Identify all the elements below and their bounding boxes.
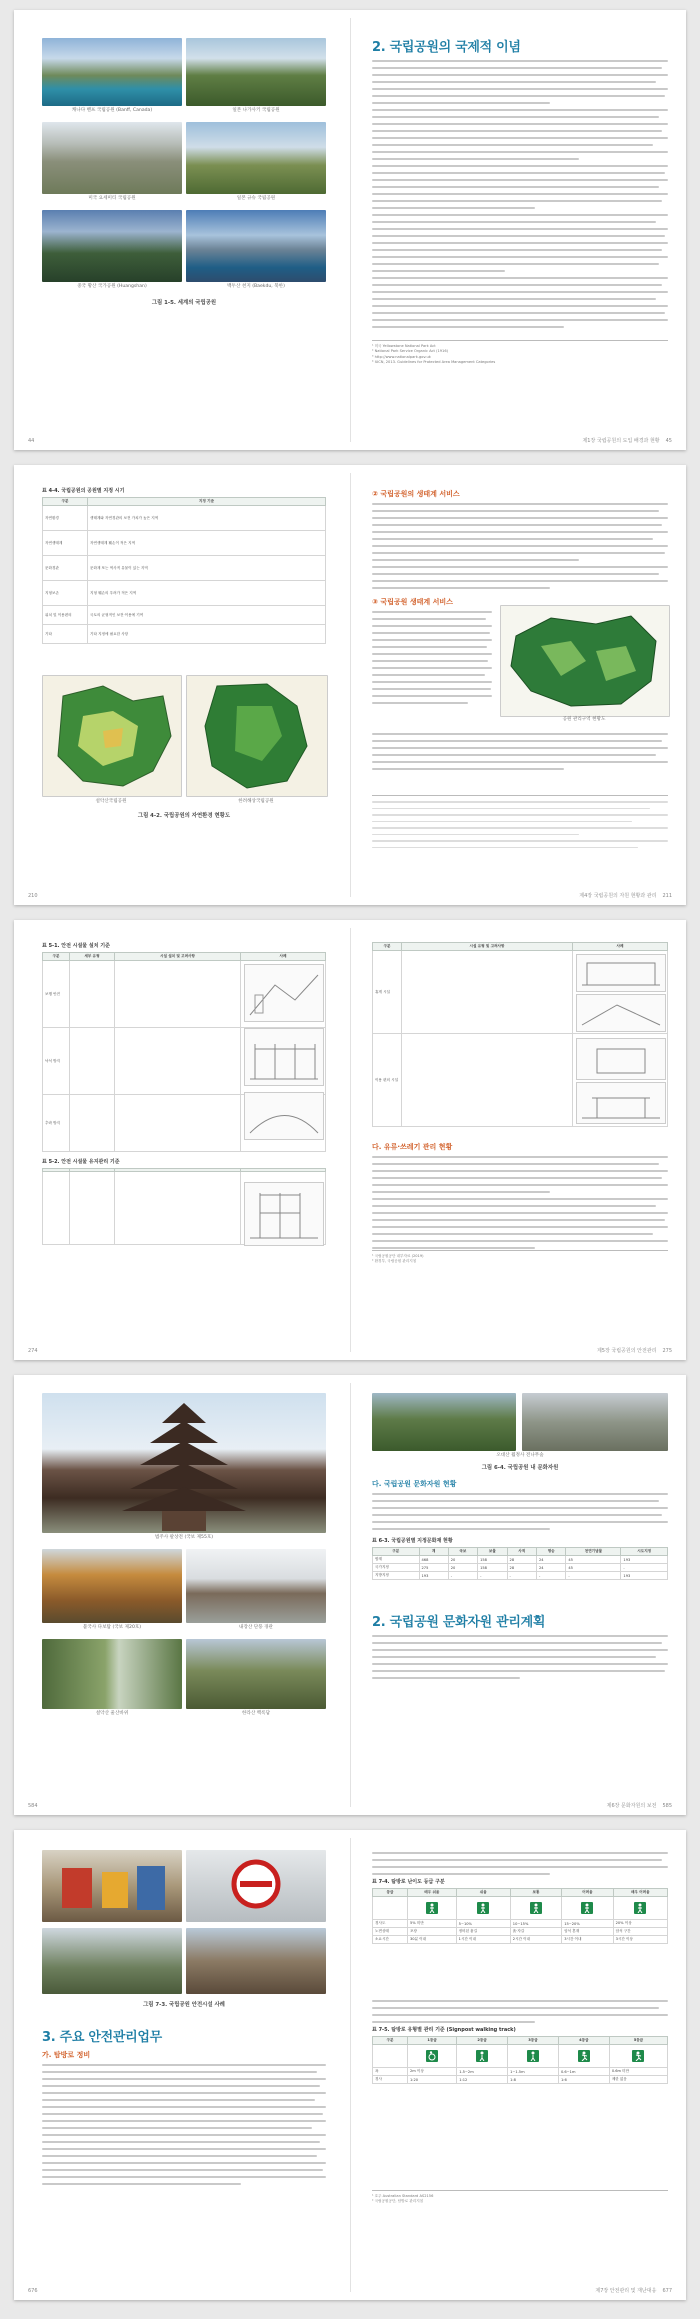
table-header: 사례 (241, 953, 326, 961)
photo-winter-temple (186, 1549, 326, 1623)
table-row (373, 1920, 668, 1928)
page-spread-2 (14, 465, 686, 905)
page-number: 585 (662, 1803, 672, 1809)
park-map-inset (500, 605, 670, 717)
photo-caption: 오대산 월정사 전나무숲 (496, 1453, 544, 1458)
table-cell: 폭 (373, 2068, 408, 2076)
map-shape (501, 606, 669, 716)
table-cell: 0.6~1m (558, 2068, 609, 2076)
table-cell: - (507, 1572, 536, 1580)
table-cell: 노면상태 (373, 1928, 408, 1936)
table-cell: 경사 (373, 2076, 408, 2084)
table-title: 표 4-4. 국립공원의 공원별 지정 시기 (42, 488, 125, 494)
photo-mist-peaks (42, 210, 182, 282)
table-cell: 지형 훼손의 우려가 적은 지역 (88, 581, 326, 606)
map-caption: 설악산국립공원 (95, 799, 127, 804)
page-number: 275 (662, 1348, 672, 1354)
table-cell: 보행 안전 (43, 961, 70, 1028)
table-cell: 1:6 (558, 2076, 609, 2084)
page-number-right (582, 437, 672, 444)
table-cell: 5% 미만 (408, 1920, 457, 1928)
figure-caption: 그림 6-4. 국립공원 내 문화자원 (481, 1465, 559, 1471)
illustration (576, 1038, 666, 1080)
table-cell: 자연환경 (43, 506, 88, 531)
page-number-right (597, 1347, 672, 1354)
body-text (372, 1493, 668, 1535)
body-text (372, 1156, 668, 1254)
figure-caption: 그림 1-5. 세계의 국립공원 (151, 300, 217, 306)
wheelchair-icon (426, 2050, 438, 2062)
footnotes (372, 801, 668, 853)
section-title: 2. 국립공원의 국제적 이념 (372, 40, 521, 55)
page-spread-3 (14, 920, 686, 1360)
photo-caption: 설악산 울산바위 (95, 1711, 129, 1716)
table-cell (456, 1897, 510, 1920)
body-text (372, 2000, 668, 2028)
figure-caption: 그림 4-2. 국립공원의 자연환경 현황도 (137, 813, 231, 819)
table-cell: 추락 방지 (43, 1095, 70, 1152)
photo-cliff-waterfall (42, 1639, 182, 1709)
table-cell: 1시간 이내 (456, 1936, 510, 1944)
page-number-left: 274 (28, 1348, 38, 1354)
footnote: ² 환경부, 국립공원 관리지침 (372, 1259, 417, 1264)
footnote-rule (372, 340, 668, 341)
gutter (350, 18, 351, 442)
illustration (576, 994, 666, 1032)
table-row (43, 625, 326, 644)
table-cell (609, 2045, 667, 2068)
page-spread-5 (14, 1830, 686, 2300)
gutter (350, 1838, 351, 2292)
page-number-left: 584 (28, 1803, 38, 1809)
page-number: 677 (662, 2288, 672, 2294)
photo-forest-trail (372, 1393, 516, 1451)
photo-caption: 캐나다 밴프 국립공원 (Banff, Canada) (71, 108, 153, 113)
body-text (42, 2064, 326, 2190)
photo-caption: 내장산 단풍 경관 (239, 1625, 273, 1630)
photo-crater-lake (186, 210, 326, 282)
body-text (372, 60, 668, 333)
table-header: 국보 (448, 1548, 477, 1556)
table-cell: - (478, 1572, 507, 1580)
table-cell: 이용 편의 시설 (373, 1034, 402, 1127)
climber-icon (578, 2050, 590, 2062)
table-row (373, 1556, 668, 1564)
body-text (372, 611, 492, 709)
illustration (576, 1082, 666, 1124)
table-header: 천연기념물 (566, 1548, 621, 1556)
table-cell: 2시간 이내 (510, 1936, 561, 1944)
subhead: ② 국립공원의 생태계 서비스 (372, 490, 460, 498)
table-title: 표 5-2. 안전 시설물 유지관리 기준 (42, 1159, 120, 1165)
running-head: 제4장 국립공원의 자원 현황과 관리 (579, 893, 657, 899)
table-header: 시설 유형 및 고려사항 (402, 943, 573, 951)
map-shape (43, 676, 181, 796)
table-cell: 1.5~2m (457, 2068, 508, 2076)
table-cell: 자연생태계 훼손이 적은 지역 (88, 531, 326, 556)
table-cell (408, 2045, 457, 2068)
footnote-rule (372, 795, 668, 796)
table-header: 3등급 (508, 2037, 559, 2045)
table-cell (562, 1897, 613, 1920)
table-cell: 경사도 (373, 1920, 408, 1928)
table-header: 등급 (373, 1889, 408, 1897)
table-cell: 포장 (408, 1928, 457, 1936)
map-shape (187, 676, 327, 796)
table-header: 2등급 (457, 2037, 508, 2045)
running-head: 제1장 국립공원의 도입 배경과 현황 (582, 438, 660, 444)
running-head: 제7장 안전관리 및 재난대응 (595, 2288, 657, 2294)
table-header: 지정 기준 (88, 498, 326, 506)
difficulty-table (372, 1888, 668, 1944)
table-cell: 468 (419, 1556, 448, 1564)
table-header: 사적 (507, 1548, 536, 1556)
page-number-left: 676 (28, 2288, 38, 2294)
table-cell: 암석 혼재 (562, 1928, 613, 1936)
table-cell: 158 (478, 1564, 507, 1572)
body-text (372, 503, 668, 594)
hiker-icon (527, 2050, 539, 2062)
table-cell: 생태계와 자연경관의 보전 가치가 높은 지역 (88, 506, 326, 531)
table-cell: 지형보존 (43, 581, 88, 606)
table-header: 4등급 (558, 2037, 609, 2045)
table-cell: 28 (507, 1556, 536, 1564)
photo-shrine-hill (186, 1639, 326, 1709)
table-cell: 45 (566, 1564, 621, 1572)
photo-forest-coast (186, 38, 326, 106)
table-header: 쉬움 (456, 1889, 510, 1897)
photo-tree-coast (186, 122, 326, 194)
photo-caption: 법주사 팔상전 (국보 제55호) (154, 1535, 214, 1540)
footnote-rule (372, 2190, 668, 2191)
table-cell (558, 2045, 609, 2068)
footnote: ² National Park Service Organic Act (1916) (372, 349, 449, 354)
table-header: 구분 (373, 2037, 408, 2045)
table-row-icons (373, 2045, 668, 2068)
table-row (373, 1928, 668, 1936)
table-cell: 기타 (43, 625, 88, 644)
table-cell: 24 (536, 1564, 565, 1572)
table-row (373, 2068, 668, 2076)
table-row (43, 606, 326, 625)
page-number-right (595, 2287, 672, 2294)
footnotes (372, 344, 668, 366)
hiker-icon (530, 1902, 542, 1914)
table-cell: 1~1.5m (508, 2068, 559, 2076)
heritage-table (372, 1547, 668, 1580)
table-cell: 낙석 방지 (43, 1028, 70, 1095)
table-header: 구분 (43, 498, 88, 506)
table-cell: 3시간 이상 (613, 1936, 667, 1944)
photo-caption: 중국 황산 국가공원 (Huangshan) (77, 284, 147, 289)
table-cell (408, 1897, 457, 1920)
illustration (244, 1092, 324, 1140)
table-cell (373, 1897, 408, 1920)
page-spread-4 (14, 1375, 686, 1815)
map-left (42, 675, 182, 797)
table-row (373, 1572, 668, 1580)
page-number-left: 44 (28, 438, 35, 444)
photo-caption: 일본 규슈 국립공원 (236, 196, 276, 201)
gutter (350, 1383, 351, 1807)
table-cell: 20 (448, 1564, 477, 1572)
gear-illustration (42, 1850, 182, 1922)
table-cell: 흙·자갈 (510, 1928, 561, 1936)
page-number-left: 210 (28, 893, 38, 899)
photo-rocky-valley (42, 122, 182, 194)
pagoda-illustration (42, 1393, 326, 1533)
running-head: 제5장 국립공원의 안전관리 (596, 1348, 657, 1354)
table-header: 매우 어려움 (613, 1889, 667, 1897)
table-cell: 1:12 (457, 2076, 508, 2084)
page-number-right (607, 1802, 672, 1809)
table-header: 1등급 (408, 2037, 457, 2045)
table-row (43, 506, 326, 531)
table-row-icons (373, 1897, 668, 1920)
table-cell (508, 2045, 559, 2068)
table-cell: 국가지정 (373, 1564, 420, 1572)
photo-rescue-gear (42, 1850, 182, 1922)
body-text (372, 733, 668, 775)
table-cell: 193 (419, 1572, 448, 1580)
map-caption: 한려해상국립공원 (238, 799, 274, 804)
table-cell: 10~15% (510, 1920, 561, 1928)
table-cell: 정비된 흙길 (456, 1928, 510, 1936)
table-header: 계 (419, 1548, 448, 1556)
table-header: 명승 (536, 1548, 565, 1556)
table-title: 표 7-4. 탐방로 난이도 등급 구분 (372, 1879, 445, 1885)
table-row (43, 581, 326, 606)
table-cell: 15~20% (562, 1920, 613, 1928)
table-cell: 28 (507, 1564, 536, 1572)
table-cell: - (448, 1572, 477, 1580)
table-cell: - (566, 1572, 621, 1580)
illustration (244, 964, 324, 1022)
table-cell: 5~10% (456, 1920, 510, 1928)
illustration (244, 1028, 324, 1086)
table-cell: 1:20 (408, 2076, 457, 2084)
table-header: 시설 설치 및 고려사항 (115, 953, 241, 961)
table-header: 보물 (478, 1548, 507, 1556)
photo-caption: 한라산 백록담 (241, 1711, 271, 1716)
photo-caption: 미국 요세미티 국립공원 (88, 196, 136, 201)
table-header: 세부 유형 (70, 953, 115, 961)
photo-caption: 불국사 다보탑 (국보 제20호) (82, 1625, 142, 1630)
table-header: 5등급 (609, 2037, 667, 2045)
table-cell (457, 2045, 508, 2068)
gutter (350, 473, 351, 897)
table-header: 매우 쉬움 (408, 1889, 457, 1897)
page-number-right (579, 892, 672, 899)
body-text (372, 1852, 668, 1880)
body-text (372, 1635, 668, 1684)
footnote-rule (372, 1250, 668, 1251)
photo-pagoda (42, 1393, 326, 1533)
footnote: ¹ 호주 Australian Standard AS2156 (372, 2194, 434, 2198)
table-cell: 기타 지정에 필요한 사항 (88, 625, 326, 644)
footnote: ⁴ IUCN, 2013. Guidelines for Protected Area Management Categories (372, 360, 496, 365)
subhead: 다. 유류·쓰레기 관리 현황 (372, 1143, 453, 1151)
table-header: 구분 (43, 953, 70, 961)
table-cell: 0.6m 미만 (609, 2068, 667, 2076)
criteria-table (42, 497, 326, 644)
photo-warning-sign (186, 1850, 326, 1922)
table-cell: 24 (536, 1556, 565, 1564)
hiker-icon (426, 1902, 438, 1914)
table-cell: 20% 이상 (613, 1920, 667, 1928)
table-title: 표 6-3. 국립공원별 지정문화재 현황 (372, 1538, 453, 1544)
page-number: 45 (665, 438, 672, 444)
table-cell: 193 (621, 1572, 668, 1580)
figure-caption: 그림 7-3. 국립공원 안전시설 사례 (143, 2002, 225, 2008)
table-cell: 45 (566, 1556, 621, 1564)
section-title: 2. 국립공원 문화자원 관리계획 (372, 1615, 546, 1630)
running-head: 제6장 문화자원의 보전 (606, 1803, 657, 1809)
table-cell: 위치 및 이용편의 (43, 606, 88, 625)
table-cell: - (536, 1572, 565, 1580)
table-title: 표 7-5. 탐방로 유형별 관리 기준 (Signpost walking track) (372, 2027, 516, 2033)
table-row (43, 531, 326, 556)
table-cell: 3시간 이내 (562, 1936, 613, 1944)
table-cell: 275 (419, 1564, 448, 1572)
table-cell: 휴게 시설 (373, 951, 402, 1034)
photo-rescue-drill (186, 1928, 326, 1994)
footnotes (372, 2194, 668, 2205)
table-cell: 158 (478, 1556, 507, 1564)
table-cell: 30분 이내 (408, 1936, 457, 1944)
table-header: 구분 (373, 1548, 420, 1556)
table-cell (510, 1897, 561, 1920)
table-cell: 암석 구간 (613, 1928, 667, 1936)
subhead: 가. 탐방로 정비 (42, 2051, 91, 2059)
photo-training (42, 1928, 182, 1994)
table-cell: - (621, 1564, 668, 1572)
table-cell: 자연생태계 (43, 531, 88, 556)
photo-lake-mountains (42, 38, 182, 106)
table-row (373, 2076, 668, 2084)
subhead: ③ 국립공원 생태계 서비스 (372, 598, 453, 606)
table-cell: 소요시간 (373, 1936, 408, 1944)
table-cell: 제한 없음 (609, 2076, 667, 2084)
table-header: 보통 (510, 1889, 561, 1897)
hiker-icon (581, 1902, 593, 1914)
illustration (576, 954, 666, 992)
table-header: 사례 (573, 943, 668, 951)
page-number: 211 (662, 893, 672, 899)
illustration (244, 1182, 324, 1246)
gutter (350, 928, 351, 1352)
table-row (43, 556, 326, 581)
table-cell: 2m 이상 (408, 2068, 457, 2076)
table-cell: 1:8 (508, 2076, 559, 2084)
sign-illustration (186, 1850, 326, 1922)
table-row (373, 1936, 668, 1944)
subhead: 다. 국립공원 문화자원 현황 (372, 1480, 457, 1488)
section-title: 3. 주요 안전관리업무 (42, 2030, 162, 2045)
footnote: ² 국립공원공단, 탐방로 관리지침 (372, 2199, 424, 2204)
table-cell: 문화재 또는 역사적 유물이 있는 지역 (88, 556, 326, 581)
table-cell: 20 (448, 1556, 477, 1564)
table-cell: 지방지정 (373, 1572, 420, 1580)
photo-caption: 일본 나가사키 국립공원 (232, 108, 280, 113)
table-cell (373, 2045, 408, 2068)
hiker-icon (476, 2050, 488, 2062)
table-header: 구분 (373, 943, 402, 951)
track-class-table (372, 2036, 668, 2084)
footnotes (372, 1254, 668, 1265)
table-header: 어려움 (562, 1889, 613, 1897)
table-cell: 문화경관 (43, 556, 88, 581)
photo-autumn-valley (42, 1549, 182, 1623)
map-caption: 공원 관리구역 현황도 (562, 717, 606, 722)
table-cell: 합계 (373, 1556, 420, 1564)
footnote: ¹ 국립공원공단 내부자료 (2019) (372, 1254, 424, 1258)
climber-icon (632, 2050, 644, 2062)
table-row (373, 1564, 668, 1572)
table-cell: 국토의 균형적인 보전·이용에 기여 (88, 606, 326, 625)
photo-rock-field (522, 1393, 668, 1451)
hiker-icon (634, 1902, 646, 1914)
footnote: ¹ 미국 Yellowstone National Park Act (372, 344, 436, 348)
table-cell (613, 1897, 667, 1920)
footnote: ³ http://www.nationalpark.gov.uk (372, 354, 431, 359)
hiker-icon (477, 1902, 489, 1914)
table-title: 표 5-1. 안전 시설물 설치 기준 (42, 943, 110, 949)
page-spread-1 (14, 10, 686, 450)
table-cell: 193 (621, 1556, 668, 1564)
map-right (186, 675, 328, 797)
photo-caption: 백두산 천지 (Baekdu, 북한) (227, 284, 285, 289)
table-header: 시도지정 (621, 1548, 668, 1556)
